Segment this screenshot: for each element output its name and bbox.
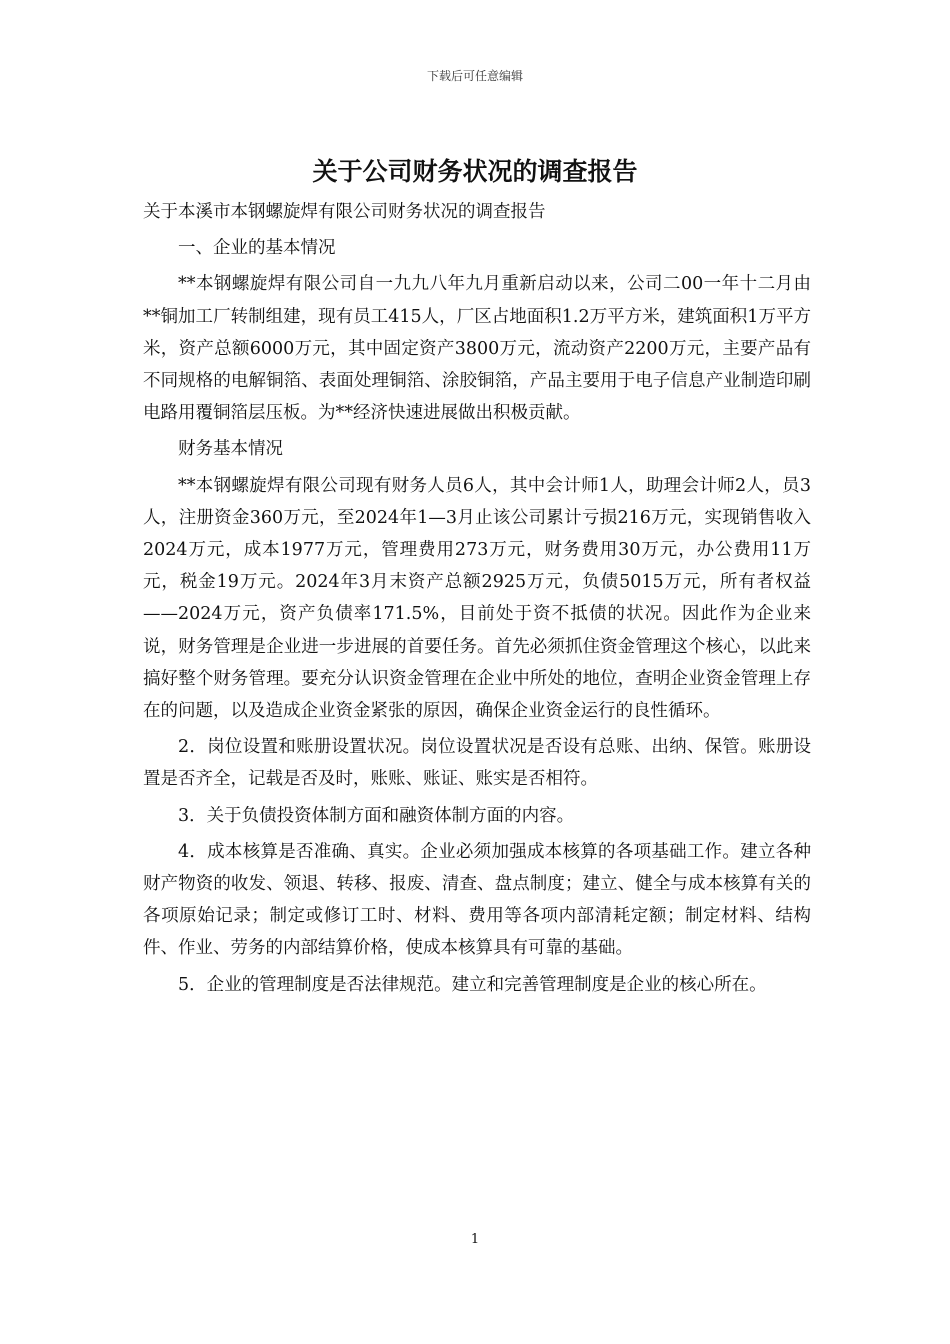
paragraph-subtitle: 关于本溪市本钢螺旋焊有限公司财务状况的调查报告 xyxy=(143,202,546,222)
document-body xyxy=(143,196,811,1005)
paragraph-item-3: 3．关于负债投资体制方面和融资体制方面的内容。 xyxy=(178,805,575,826)
page-number: 1 xyxy=(470,1232,480,1247)
paragraph-company-overview: **本钢螺旋焊有限公司自一九九八年九月重新启动以来，公司二00一年十二月由**铜加工厂转制组建，现有员工415人，厂区占地面积1.2万平方米，建筑面积1万平方米，资产总额6000万元，其中固定资产3800万元，流动资产2200万元，主要产品有不同规格的电解铜箔、表面处理铜箔、涂胶铜箔，产品主要用于电子信息产业制造印刷电路用覆铜箔层压板。为**经济快速进展做出积极贡献。 xyxy=(143,274,811,424)
paragraph-finance-details: **本钢螺旋焊有限公司现有财务人员6人，其中会计师1人，助理会计师2人，员3人，注册资金360万元，至2024年1—3月止该公司累计亏损216万元，实现销售收入2024万元，成本1977万元，管理费用273万元，财务费用30万元，办公费用11万元，税金19万元。2024年3月末资产总额2925万元，负债5015万元，所有者权益——2024万元，资产负债率171.5%，目前处于资不抵债的状况。因此作为企业来说，财务管理是企业进一步进展的首要任务。首先必须抓住资金管理这个核心，以此来搞好整个财务管理。要充分认识资金管理在企业中所处的地位，查明企业资金管理上存在的问题，以及造成企业资金紧张的原因，确保企业资金运行的良性循环。 xyxy=(143,475,811,722)
paragraph-section-heading: 一、企业的基本情况 xyxy=(178,238,336,259)
paragraph-finance-heading: 财务基本情况 xyxy=(178,439,283,460)
paragraph-item-2: 2．岗位设置和账册设置状况。岗位设置状况是否设有总账、出纳、保管。账册设置是否齐全，记载是否及时，账账、账证、账实是否相符。 xyxy=(143,737,811,790)
paragraph-item-4: 4．成本核算是否准确、真实。企业必须加强成本核算的各项基础工作。建立各种财产物资的收发、领退、转移、报废、清查、盘点制度；建立、健全与成本核算有关的各项原始记录；制定或修订工时、材料、费用等各项内部清耗定额；制定材料、结构件、作业、劳务的内部结算价格，使成本核算具有可靠的基础。 xyxy=(143,841,811,959)
paragraph-item-5: 5．企业的管理制度是否法律规范。建立和完善管理制度是企业的核心所在。 xyxy=(178,974,767,995)
document-title: 关于公司财务状况的调查报告 xyxy=(312,157,638,186)
header-note: 下载后可任意编辑 xyxy=(426,69,523,83)
